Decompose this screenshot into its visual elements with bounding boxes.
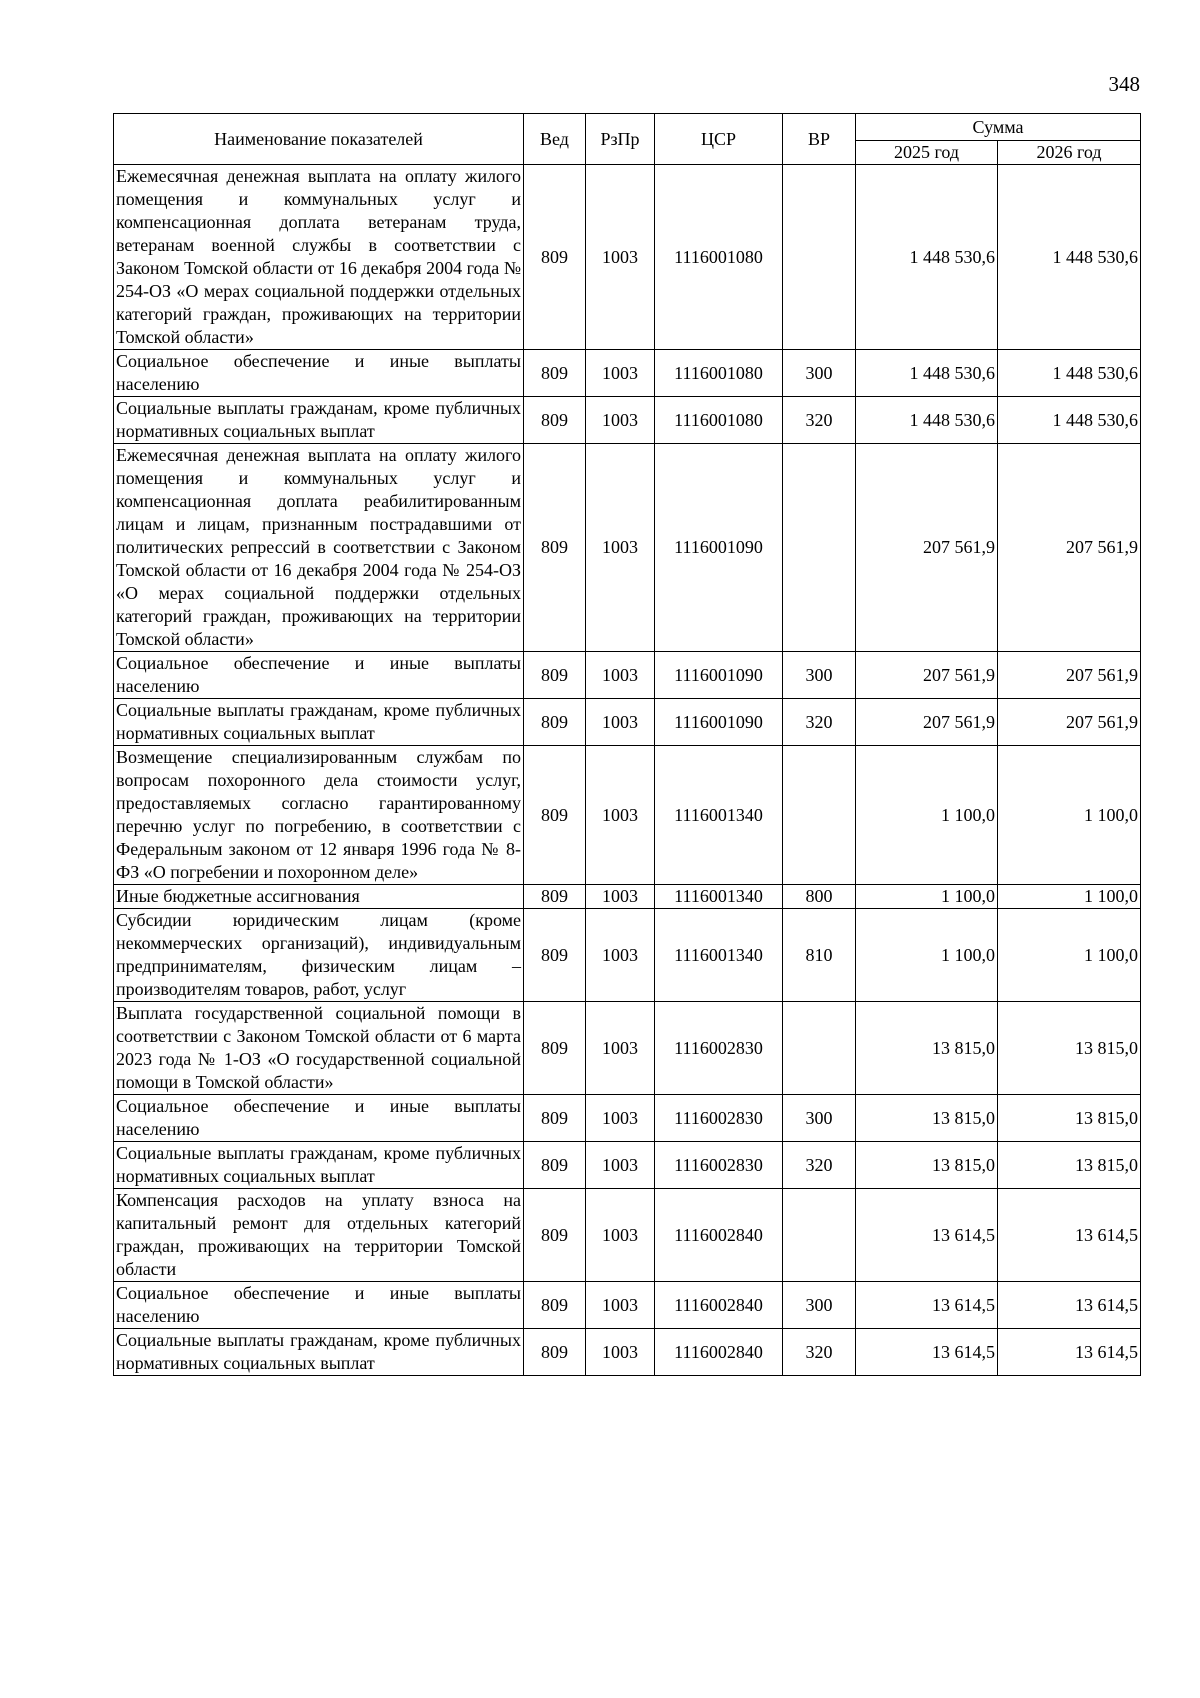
cell-sum-2026: 13 815,0 [998, 1095, 1141, 1142]
cell-rzpr: 1003 [586, 1095, 655, 1142]
page-number: 348 [1108, 72, 1140, 96]
cell-sum-2026: 13 815,0 [998, 1002, 1141, 1095]
cell-sum-2025: 207 561,9 [856, 444, 998, 652]
cell-sum-2026: 1 448 530,6 [998, 165, 1141, 350]
cell-vr: 800 [783, 885, 856, 909]
cell-csr: 1116001080 [655, 397, 783, 444]
header-year-2026: 2026 год [998, 141, 1141, 165]
cell-ved: 809 [524, 1329, 586, 1376]
cell-ved: 809 [524, 165, 586, 350]
cell-sum-2025: 1 100,0 [856, 885, 998, 909]
cell-name: Социальное обеспечение и иные выплаты населению [114, 350, 524, 397]
cell-name: Возмещение специализированным службам по вопросам похоронного дела стоимости услуг, предоставляемых согласно гарантированному перечню услуг по погребению, в соответствии с Федеральным законом от 12 января 1996 года № 8-ФЗ «О погребении и похоронном деле» [114, 746, 524, 885]
table-row [114, 699, 1141, 746]
cell-vr [783, 165, 856, 350]
cell-csr: 1116001090 [655, 699, 783, 746]
cell-sum-2025: 13 614,5 [856, 1329, 998, 1376]
header-sum: Сумма [856, 114, 1141, 141]
cell-ved: 809 [524, 699, 586, 746]
cell-ved: 809 [524, 1142, 586, 1189]
cell-ved: 809 [524, 1189, 586, 1282]
cell-sum-2025: 207 561,9 [856, 652, 998, 699]
cell-sum-2026: 207 561,9 [998, 652, 1141, 699]
cell-ved: 809 [524, 909, 586, 1002]
header-vr: ВР [783, 114, 856, 165]
cell-csr: 1116002840 [655, 1329, 783, 1376]
cell-vr: 320 [783, 1329, 856, 1376]
table-row [114, 885, 1141, 909]
table-header-row [114, 114, 1141, 141]
table-row [114, 397, 1141, 444]
cell-sum-2025: 1 448 530,6 [856, 350, 998, 397]
cell-rzpr: 1003 [586, 1189, 655, 1282]
cell-sum-2026: 207 561,9 [998, 444, 1141, 652]
table-row [114, 1095, 1141, 1142]
table-row [114, 1189, 1141, 1282]
cell-sum-2026: 13 614,5 [998, 1189, 1141, 1282]
cell-vr: 300 [783, 350, 856, 397]
cell-rzpr: 1003 [586, 165, 655, 350]
cell-sum-2026: 1 448 530,6 [998, 397, 1141, 444]
cell-vr: 320 [783, 397, 856, 444]
cell-ved: 809 [524, 397, 586, 444]
table-row [114, 1002, 1141, 1095]
cell-name: Социальное обеспечение и иные выплаты населению [114, 652, 524, 699]
cell-csr: 1116001340 [655, 909, 783, 1002]
cell-sum-2026: 207 561,9 [998, 699, 1141, 746]
cell-vr: 300 [783, 1282, 856, 1329]
cell-sum-2025: 13 815,0 [856, 1002, 998, 1095]
cell-rzpr: 1003 [586, 699, 655, 746]
cell-csr: 1116001090 [655, 652, 783, 699]
cell-name: Социальное обеспечение и иные выплаты населению [114, 1095, 524, 1142]
cell-sum-2025: 1 448 530,6 [856, 165, 998, 350]
cell-ved: 809 [524, 746, 586, 885]
cell-name: Социальные выплаты гражданам, кроме публичных нормативных социальных выплат [114, 699, 524, 746]
cell-csr: 1116002840 [655, 1282, 783, 1329]
cell-ved: 809 [524, 652, 586, 699]
cell-rzpr: 1003 [586, 1282, 655, 1329]
cell-rzpr: 1003 [586, 444, 655, 652]
cell-vr: 320 [783, 699, 856, 746]
cell-ved: 809 [524, 1095, 586, 1142]
cell-csr: 1116001080 [655, 350, 783, 397]
header-year-2025: 2025 год [856, 141, 998, 165]
cell-ved: 809 [524, 444, 586, 652]
table-row [114, 746, 1141, 885]
cell-name: Ежемесячная денежная выплата на оплату жилого помещения и коммунальных услуг и компенсационная доплата ветеранам труда, ветеранам военной службы в соответствии с Законом Томской области от 16 декабря 2004 года № 254-ОЗ «О мерах социальной поддержки отдельных категорий граждан, проживающих на территории Томской области» [114, 165, 524, 350]
table-row [114, 1282, 1141, 1329]
cell-sum-2025: 1 100,0 [856, 909, 998, 1002]
cell-name: Социальные выплаты гражданам, кроме публичных нормативных социальных выплат [114, 1142, 524, 1189]
cell-sum-2026: 13 614,5 [998, 1282, 1141, 1329]
cell-sum-2026: 1 100,0 [998, 909, 1141, 1002]
cell-sum-2026: 1 448 530,6 [998, 350, 1141, 397]
cell-sum-2026: 13 614,5 [998, 1329, 1141, 1376]
cell-rzpr: 1003 [586, 1142, 655, 1189]
header-ved: Вед [524, 114, 586, 165]
cell-csr: 1116001340 [655, 885, 783, 909]
cell-rzpr: 1003 [586, 909, 655, 1002]
cell-rzpr: 1003 [586, 1329, 655, 1376]
cell-vr: 300 [783, 652, 856, 699]
cell-name: Компенсация расходов на уплату взноса на капитальный ремонт для отдельных категорий граждан, проживающих на территории Томской области [114, 1189, 524, 1282]
cell-vr [783, 1002, 856, 1095]
cell-ved: 809 [524, 1282, 586, 1329]
cell-ved: 809 [524, 350, 586, 397]
cell-rzpr: 1003 [586, 746, 655, 885]
cell-ved: 809 [524, 1002, 586, 1095]
cell-rzpr: 1003 [586, 885, 655, 909]
table-row [114, 444, 1141, 652]
cell-name: Ежемесячная денежная выплата на оплату жилого помещения и коммунальных услуг и компенсационная доплата реабилитированным лицам и лицам, признанным пострадавшими от политических репрессий в соответствии с Законом Томской области от 16 декабря 2004 года № 254-ОЗ «О мерах социальной поддержки отдельных категорий граждан, проживающих на территории Томской области» [114, 444, 524, 652]
header-name: Наименование показателей [114, 114, 524, 165]
cell-name: Социальное обеспечение и иные выплаты населению [114, 1282, 524, 1329]
cell-sum-2025: 13 815,0 [856, 1095, 998, 1142]
cell-name: Социальные выплаты гражданам, кроме публичных нормативных социальных выплат [114, 397, 524, 444]
table-row [114, 652, 1141, 699]
cell-csr: 1116002830 [655, 1002, 783, 1095]
cell-sum-2026: 1 100,0 [998, 746, 1141, 885]
cell-sum-2026: 1 100,0 [998, 885, 1141, 909]
table-row [114, 1329, 1141, 1376]
cell-ved: 809 [524, 885, 586, 909]
cell-sum-2025: 1 100,0 [856, 746, 998, 885]
budget-table [113, 113, 1141, 1376]
cell-rzpr: 1003 [586, 397, 655, 444]
cell-name: Социальные выплаты гражданам, кроме публичных нормативных социальных выплат [114, 1329, 524, 1376]
cell-csr: 1116001080 [655, 165, 783, 350]
cell-name: Выплата государственной социальной помощи в соответствии с Законом Томской области от 6 марта 2023 года № 1-ОЗ «О государственной социальной помощи в Томской области» [114, 1002, 524, 1095]
cell-sum-2026: 13 815,0 [998, 1142, 1141, 1189]
table-row [114, 350, 1141, 397]
cell-sum-2025: 207 561,9 [856, 699, 998, 746]
cell-sum-2025: 13 614,5 [856, 1189, 998, 1282]
table-row [114, 165, 1141, 350]
cell-csr: 1116002830 [655, 1142, 783, 1189]
cell-rzpr: 1003 [586, 350, 655, 397]
table-row [114, 1142, 1141, 1189]
cell-vr [783, 444, 856, 652]
cell-name: Субсидии юридическим лицам (кроме некоммерческих организаций), индивидуальным предпринимателям, физическим лицам – производителям товаров, работ, услуг [114, 909, 524, 1002]
cell-csr: 1116002840 [655, 1189, 783, 1282]
cell-sum-2025: 1 448 530,6 [856, 397, 998, 444]
cell-vr: 320 [783, 1142, 856, 1189]
cell-vr [783, 1189, 856, 1282]
header-csr: ЦСР [655, 114, 783, 165]
cell-csr: 1116002830 [655, 1095, 783, 1142]
cell-sum-2025: 13 614,5 [856, 1282, 998, 1329]
cell-vr [783, 746, 856, 885]
cell-rzpr: 1003 [586, 1002, 655, 1095]
cell-csr: 1116001340 [655, 746, 783, 885]
cell-sum-2025: 13 815,0 [856, 1142, 998, 1189]
cell-csr: 1116001090 [655, 444, 783, 652]
table-row [114, 909, 1141, 1002]
cell-rzpr: 1003 [586, 652, 655, 699]
cell-vr: 810 [783, 909, 856, 1002]
header-rzpr: РзПр [586, 114, 655, 165]
cell-vr: 300 [783, 1095, 856, 1142]
cell-name: Иные бюджетные ассигнования [114, 885, 524, 909]
table-body [114, 165, 1141, 1376]
